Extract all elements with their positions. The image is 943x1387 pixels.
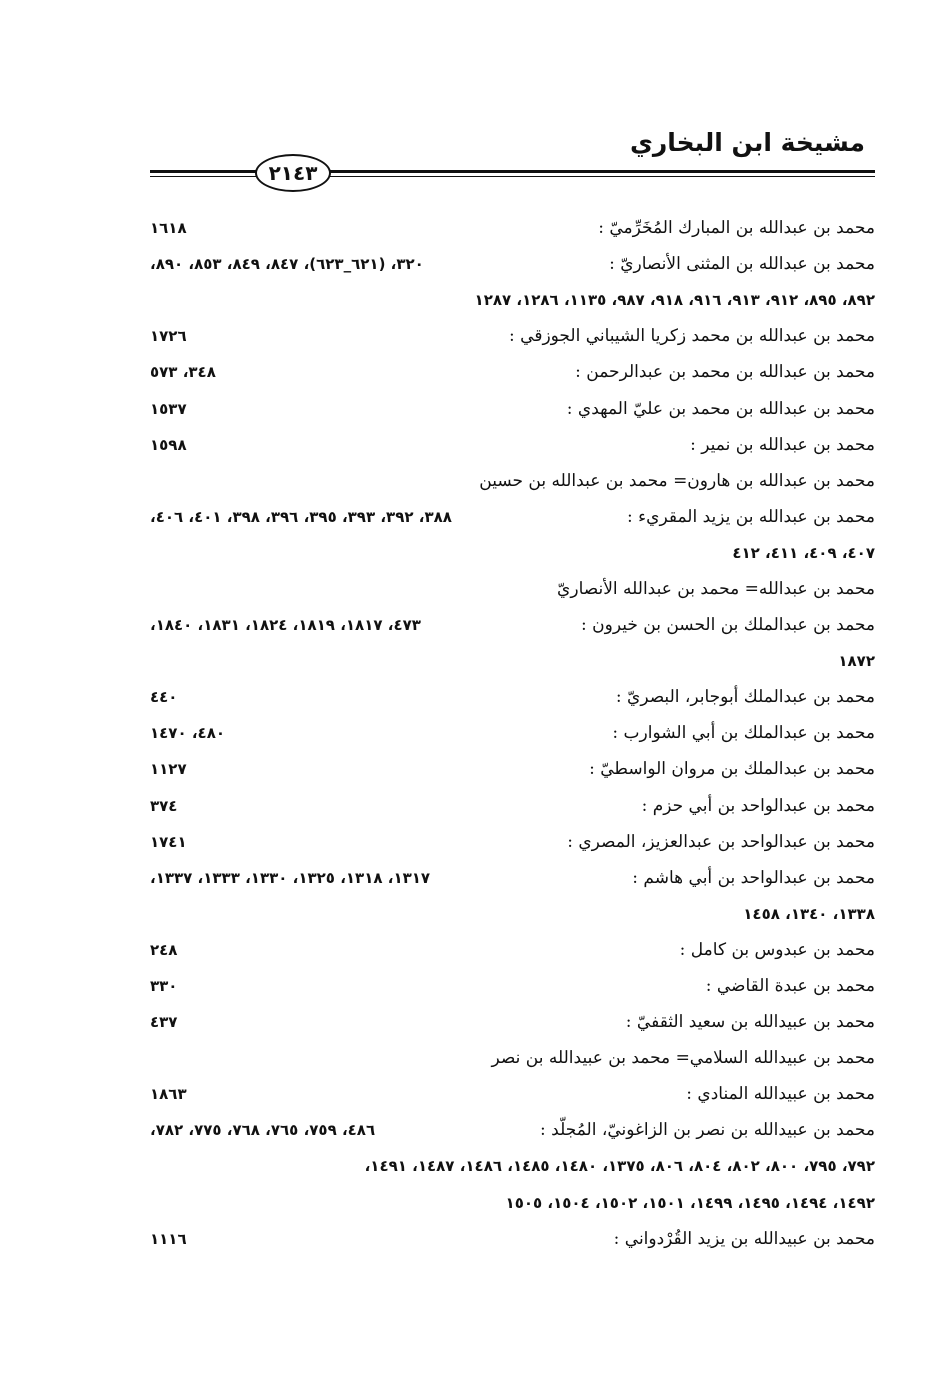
index-entry <box>150 679 875 715</box>
index-entry <box>150 824 875 860</box>
entry-references: ٧٩٢، ٧٩٥، ٨٠٠، ٨٠٢، ٨٠٤، ٨٠٦، ١٣٧٥، ١٤٨٠، ١٤٨٥، ١٤٨٦، ١٤٨٧، ١٤٩١، <box>364 1157 875 1176</box>
entry-references: ١٦١٨ <box>150 219 187 238</box>
index-entry <box>150 751 875 787</box>
index-entry <box>150 571 875 607</box>
entry-references: ١٨٧٢ <box>838 652 875 671</box>
entry-references: ٢٤٨ <box>150 940 178 959</box>
index-entry-continuation <box>150 643 875 679</box>
entry-name: محمد بن عبدة القاضي : <box>705 976 875 997</box>
entry-name: محمد بن عبدالله بن محمد بن عليّ المهدي : <box>566 398 875 419</box>
entry-name: محمد بن عبدالله بن يزيد المقريء : <box>627 506 875 527</box>
index-entry <box>150 968 875 1004</box>
entry-references: ٨٩٢، ٨٩٥، ٩١٢، ٩١٣، ٩١٦، ٩١٨، ٩٨٧، ١١٣٥، ١٢٨٦، ١٢٨٧ <box>474 291 875 310</box>
index-entry <box>150 715 875 751</box>
entry-name: محمد بن عبدالله بن المبارك المُخَرِّميّ : <box>598 218 875 239</box>
index-entry <box>150 1004 875 1040</box>
entry-references: ١٣١٧، ١٣١٨، ١٣٢٥، ١٣٣٠، ١٣٣٣، ١٣٣٧، <box>150 868 431 887</box>
entry-references: ٣٤٨، ٥٧٣ <box>150 363 216 382</box>
index-entry <box>150 1221 875 1257</box>
entry-name: محمد بن عبدالملك بن الحسن بن خيرون : <box>581 615 875 636</box>
entry-name: محمد بن عبيدالله المنادي : <box>686 1084 875 1105</box>
entry-references: ٤٠٧، ٤٠٩، ٤١١، ٤١٢ <box>732 543 875 562</box>
entry-name: محمد بن عبدالله بن هارون= محمد بن عبدالله بن حسين <box>479 470 875 491</box>
entry-name: محمد بن عبدالله بن محمد زكريا الشيباني الجوزقي : <box>509 326 875 347</box>
index-entry <box>150 499 875 535</box>
entry-name: محمد بن عبدالله بن نمير : <box>690 434 875 455</box>
entry-references: ٤٧٣، ١٨١٧، ١٨١٩، ١٨٢٤، ١٨٣١، ١٨٤٠، <box>150 616 421 635</box>
entry-name: محمد بن عبدالواحد بن عبدالعزيز، المصري : <box>567 831 875 852</box>
index-entry <box>150 932 875 968</box>
index-entry-continuation <box>150 1185 875 1221</box>
entry-name: محمد بن عبدالملك بن أبي الشوارب : <box>612 723 875 744</box>
entry-references: ١٥٩٨ <box>150 435 187 454</box>
entry-references: ٣٧٤ <box>150 796 178 815</box>
entry-name: محمد بن عبدالواحد بن أبي حزم : <box>641 795 875 816</box>
index-entry-continuation <box>150 282 875 318</box>
index-entry <box>150 390 875 426</box>
entry-references: ٤٨٠، ١٤٧٠ <box>150 724 226 743</box>
index-entry <box>150 463 875 499</box>
index-entry <box>150 318 875 354</box>
index-entry-continuation <box>150 535 875 571</box>
index-entry-continuation <box>150 896 875 932</box>
index-entry <box>150 354 875 390</box>
entry-references: ١٧٢٦ <box>150 327 187 346</box>
entry-references: ١٨٦٣ <box>150 1085 187 1104</box>
page-header <box>150 120 875 190</box>
entry-name: محمد بن عبيدالله بن سعيد الثقفيّ : <box>625 1012 875 1033</box>
index-entry <box>150 1040 875 1076</box>
entry-references: ١٣٣٨، ١٣٤٠، ١٤٥٨ <box>743 904 875 923</box>
index-entry <box>150 860 875 896</box>
entry-references: ٣٢٠، (٦٢١_٦٢٣)، ٨٤٧، ٨٤٩، ٨٥٣، ٨٩٠، <box>150 255 424 274</box>
entry-name: محمد بن عبدالواحد بن أبي هاشم : <box>632 867 875 888</box>
entry-name: محمد بن عبيدالله بن نصر بن الزاغونيّ، المُجلّد : <box>540 1120 875 1141</box>
entry-references: ٣٨٨، ٣٩٢، ٣٩٣، ٣٩٥، ٣٩٦، ٣٩٨، ٤٠١، ٤٠٦، <box>150 507 452 526</box>
entry-name: محمد بن عبدوس بن كامل : <box>679 939 875 960</box>
entry-references: ٣٣٠ <box>150 977 178 996</box>
entry-references: ١١١٦ <box>150 1229 187 1248</box>
page-number: ٢١٤٣ <box>255 154 331 192</box>
entry-references: ٤٣٧ <box>150 1013 178 1032</box>
index-entry <box>150 1076 875 1112</box>
running-title: مشيخة ابن البخاري <box>629 128 865 157</box>
index-entry <box>150 246 875 282</box>
entry-references: ١٤٩٢، ١٤٩٤، ١٤٩٥، ١٤٩٩، ١٥٠١، ١٥٠٢، ١٥٠٤، ١٥٠٥ <box>505 1193 875 1212</box>
index-entry <box>150 210 875 246</box>
entry-name: محمد بن عبدالله= محمد بن عبدالله الأنصاريّ <box>557 578 875 599</box>
entry-references: ١٥٣٧ <box>150 399 187 418</box>
entry-references: ١٧٤١ <box>150 832 187 851</box>
entry-name: محمد بن عبدالملك أبوجابر، البصريّ : <box>615 687 875 708</box>
entry-references: ٤٤٠ <box>150 688 178 707</box>
index-entry <box>150 607 875 643</box>
entry-name: محمد بن عبيدالله السلامي= محمد بن عبيدالله بن نصر <box>491 1048 875 1069</box>
index-entry <box>150 788 875 824</box>
entry-name: محمد بن عبدالله بن محمد بن عبدالرحمن : <box>575 362 875 383</box>
index-entry <box>150 1112 875 1148</box>
entry-references: ١١٢٧ <box>150 760 187 779</box>
index-entries <box>150 210 875 1257</box>
entry-name: محمد بن عبدالله بن المثنى الأنصاريّ : <box>609 254 875 275</box>
entry-name: محمد بن عبدالملك بن مروان الواسطيّ : <box>589 759 875 780</box>
index-entry <box>150 427 875 463</box>
entry-name: محمد بن عبيدالله بن يزيد القُرْدواني : <box>613 1228 875 1249</box>
entry-references: ٤٨٦، ٧٥٩، ٧٦٥، ٧٦٨، ٧٧٥، ٧٨٢، <box>150 1121 376 1140</box>
index-entry-continuation <box>150 1148 875 1184</box>
